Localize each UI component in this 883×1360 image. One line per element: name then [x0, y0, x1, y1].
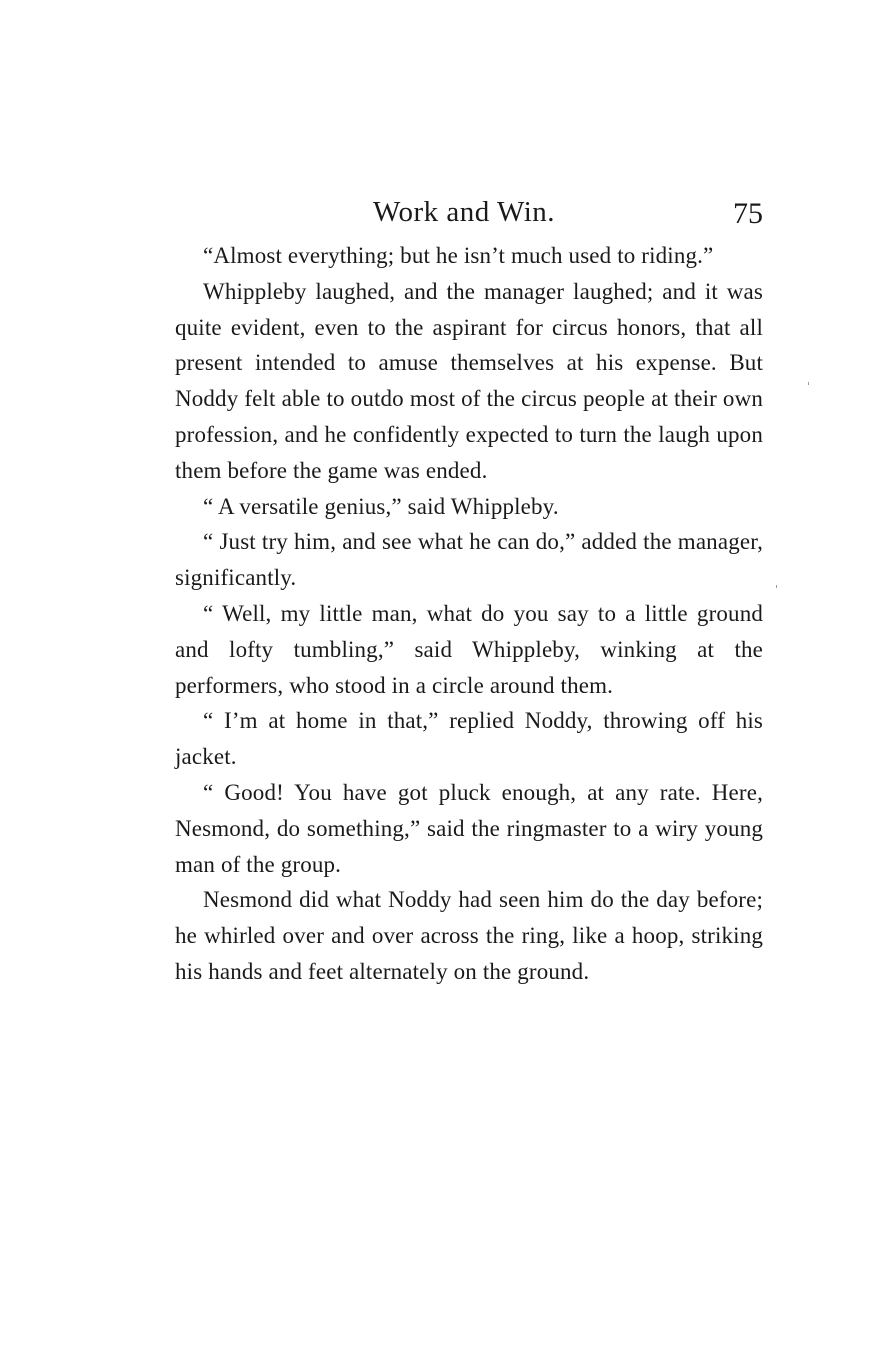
paragraph: “ Good! You have got pluck enough, at any rate. Here, Nesmond, do something,” said the ringmaster to a wiry young man of the group. [175, 779, 763, 877]
paragraph: Nesmond did what Noddy had seen him do the day before; he whirled over and over across the ring, like a hoop, striking his hands and feet alternately on the ground. [175, 887, 763, 984]
scan-speck [776, 585, 777, 588]
paragraph: “ A versatile genius,” said Whippleby. [203, 493, 559, 519]
paragraph: Whippleby laughed, and the manager laughed; and it was quite evident, even to the aspirant for circus honors, that all present intended to amuse themselves at his expense. But Noddy felt able to outdo most of the circus people at their own profession, and he confidently expected to turn the laugh upon them before the game was ended. [175, 278, 763, 483]
running-title: Work and Win. [372, 196, 556, 228]
paragraph: “ Just try him, and see what he can do,” added the manager, significantly. [175, 529, 763, 591]
body-text [175, 238, 763, 990]
book-page [175, 190, 763, 990]
paragraph: “ Well, my little man, what do you say to a little ground and lofty tumbling,” said Whippleby, winking at the performers, who stood in a circle around them. [175, 600, 763, 698]
page-number: 75 [733, 197, 763, 230]
paragraph: “ I’m at home in that,” replied Noddy, throwing off his jacket. [175, 708, 763, 770]
paragraph: “Almost everything; but he isn’t much used to riding.” [203, 243, 714, 268]
scan-speck [808, 382, 809, 385]
running-head [175, 190, 763, 234]
